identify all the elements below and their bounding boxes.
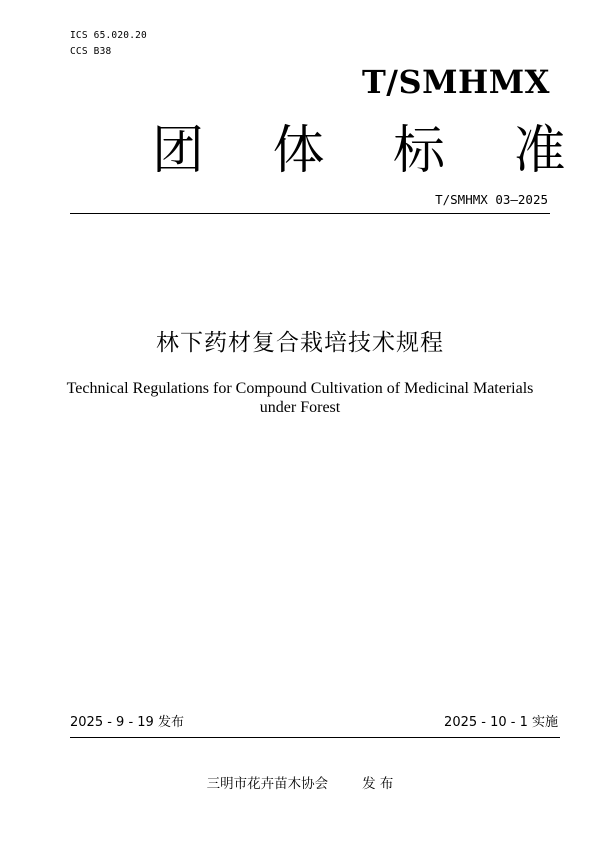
standard-code-logo: T/SMHMX [361,63,550,101]
header-divider [70,213,550,214]
document-number: T/SMHMX 03—2025 [435,192,548,207]
publisher-name: 三明市花卉苗木协会 [206,776,329,792]
implement-date: 2025 - 10 - 1 实施 [444,715,558,730]
standard-type-title: 团 体 标 准 [152,121,592,181]
ccs-code: CCS B38 [70,46,112,57]
publisher-line [0,775,600,793]
footer-divider [70,737,560,738]
publisher-action: 发 布 [362,776,394,792]
document-title-chinese: 林下药材复合栽培技术规程 [156,330,444,356]
ics-code: ICS 65.020.20 [70,30,147,41]
publish-date: 2025 - 9 - 19 发布 [70,715,184,730]
document-title-english: Technical Regulations for Compound Cultivation of Medicinal Materials under Forest [66,380,534,416]
